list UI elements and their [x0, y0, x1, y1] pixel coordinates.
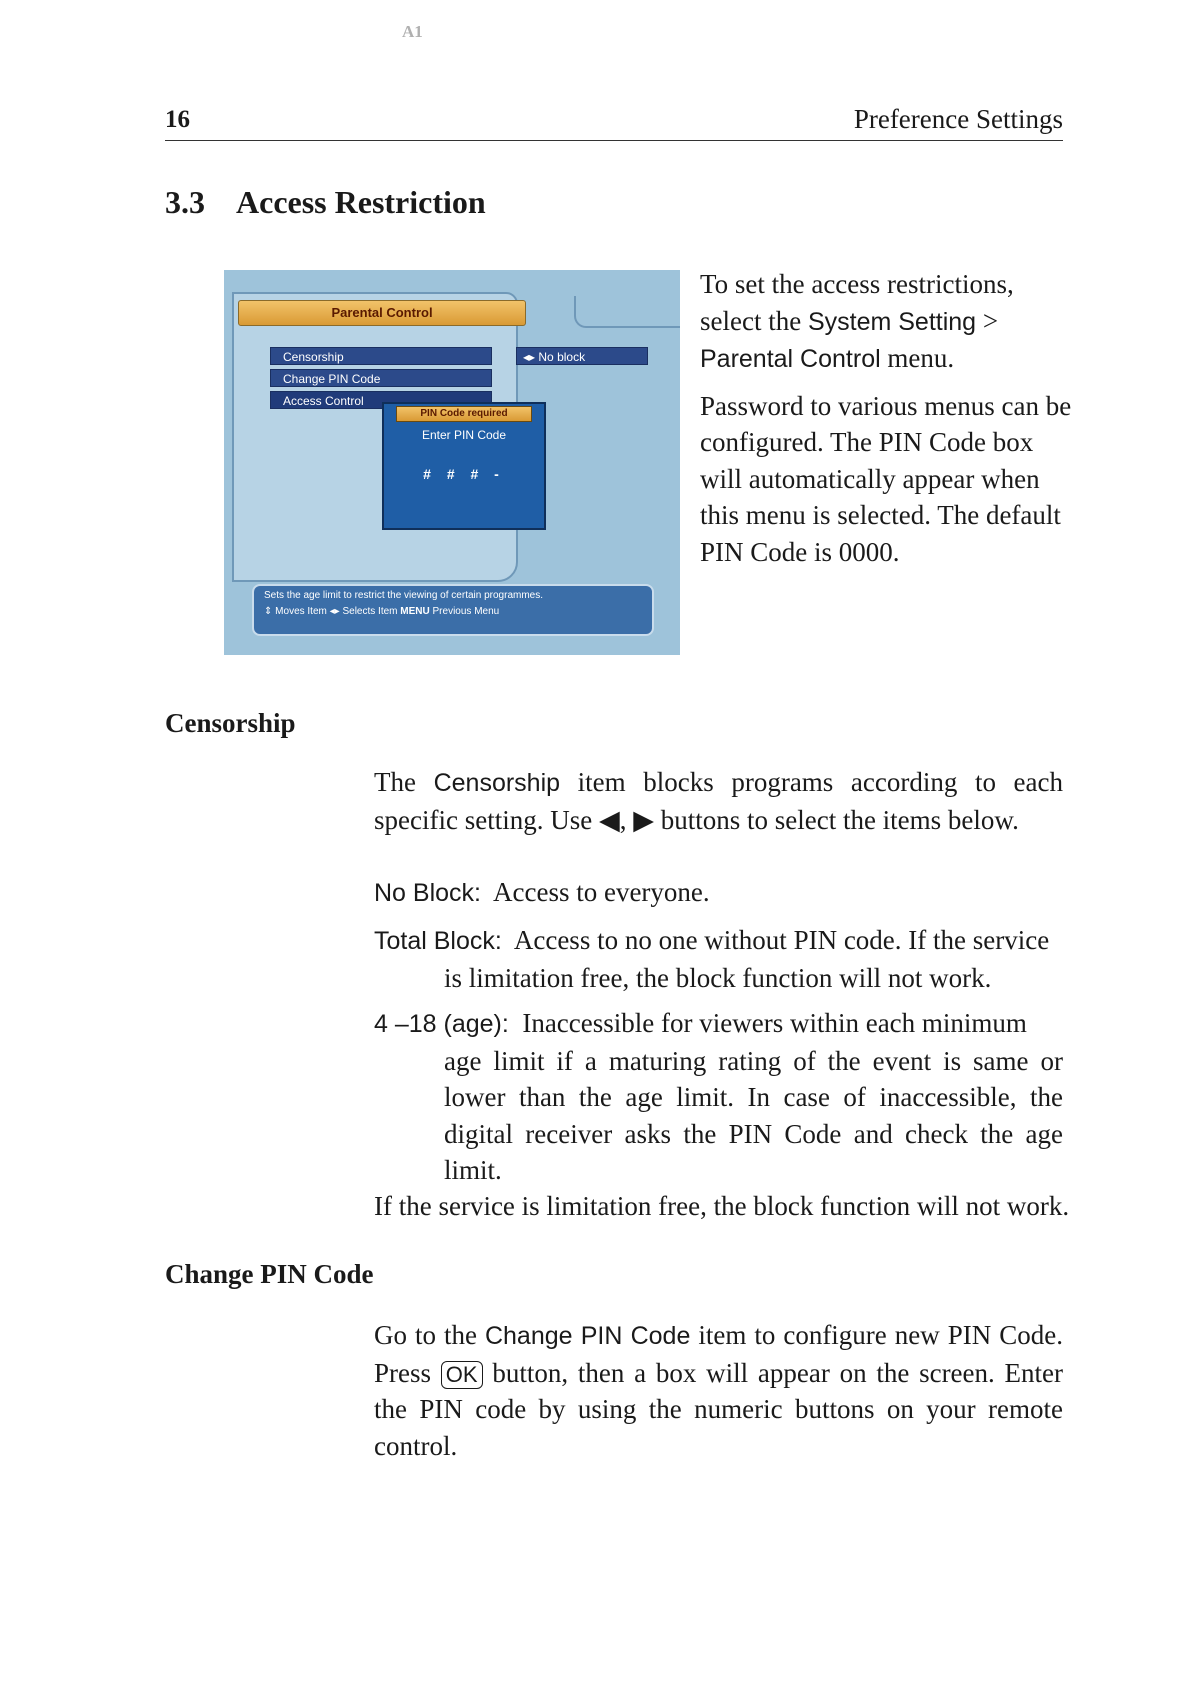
page-marker: A1 — [402, 22, 423, 41]
help-previous: Previous Menu — [432, 606, 500, 617]
definition-no-block: No Block: Access to everyone. — [374, 877, 710, 907]
pin-dialog-label: Enter PIN Code — [421, 428, 507, 442]
section-title: Access Restriction — [236, 184, 486, 220]
definition-age: 4 –18 (age): Inaccessible for viewers within each minimum age limit if a maturing rating of the event is same or lower than the age limit. In case of inaccessible, the digital receiver asks the PIN Code and check the age limit. — [374, 1008, 1063, 1185]
section-number: 3.3 — [165, 184, 205, 220]
change-pin-heading: Change PIN Code — [165, 1259, 374, 1289]
intro-paragraph-1: To set the access restrictions, select the System Setting > Parental Control menu. — [700, 269, 1014, 373]
help-text: Sets the age limit to restrict the viewing of certain programmes. — [264, 590, 544, 601]
menu-item-access-control: Access Control — [270, 391, 492, 409]
up-down-arrows-icon: ⇕ — [264, 606, 276, 617]
menu-item-change-pin: Change PIN Code — [270, 369, 492, 387]
pin-dialog-header: PIN Code required — [396, 406, 532, 422]
ok-key-icon: OK — [441, 1361, 483, 1389]
menu-panel-edge — [574, 296, 680, 328]
censorship-paragraph: The Censorship item blocks programs according to each specific setting. Use ◀, ▶ buttons to select the items below. — [374, 767, 1064, 835]
left-right-arrows-icon: ◂▸ — [329, 606, 343, 617]
help-moves: Moves Item — [275, 606, 327, 617]
header-rule — [165, 140, 1063, 141]
intro-text — [700, 266, 1080, 580]
help-box — [252, 584, 654, 636]
intro-paragraph-2: Password to various menus can be configured. The PIN Code box will automatically appear when this menu is selected. The default PIN Code is 0000. — [700, 390, 1072, 567]
definition-total-block: Total Block: Access to no one without PIN code. If the service is limitation free, the block function will not work. — [374, 925, 1050, 993]
pin-digits: # # # - — [423, 466, 505, 482]
censorship-value — [516, 347, 648, 365]
menu-item-censorship: Censorship — [270, 347, 492, 365]
left-right-arrows-icon: ◂▸ — [523, 350, 539, 364]
help-nav — [264, 606, 642, 618]
censorship-value-text: No block — [538, 350, 586, 364]
help-selects: Selects Item — [342, 606, 398, 617]
censorship-heading: Censorship — [165, 708, 296, 738]
change-pin-paragraph: Go to the Change PIN Code item to configure new PIN Code. Press OK button, then a box will appear on the screen. Enter the PIN code by using the numeric buttons on your remote control. — [374, 1320, 1064, 1461]
censorship-note: If the service is limitation free, the block function will not work. — [374, 1191, 1070, 1221]
pin-dialog — [382, 402, 546, 530]
menu-title-bar: Parental Control — [238, 300, 526, 326]
running-title: Preference Settings — [853, 104, 1063, 134]
page-number: 16 — [165, 106, 190, 133]
parental-control-screenshot — [224, 270, 680, 655]
menu-key-icon: MENU — [400, 606, 430, 617]
